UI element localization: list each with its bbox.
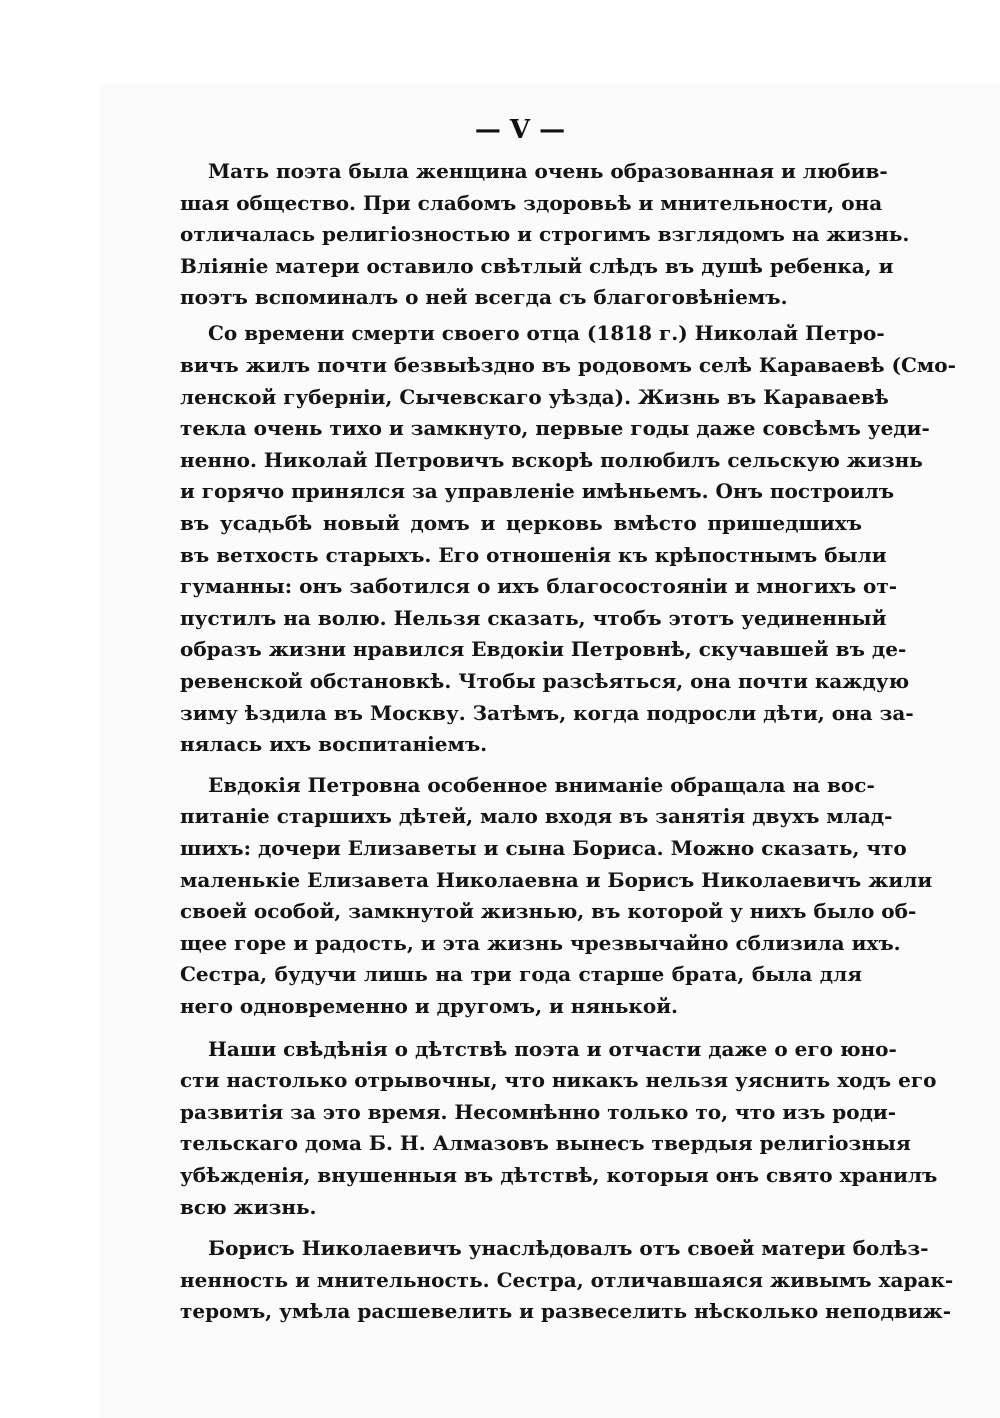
text-line: Наши свѣдѣнія о дѣтствѣ поэта и отчасти даже о его юно- bbox=[208, 1036, 897, 1061]
page-number: — V — bbox=[474, 115, 566, 145]
text-line: образъ жизни нравился Евдокіи Петровнѣ, скучавшей въ де- bbox=[180, 637, 907, 662]
text-line: него одновременно и другомъ, и нянькой. bbox=[180, 993, 679, 1018]
text-line: питаніе старшихъ дѣтей, мало входя въ занятія двухъ млад- bbox=[180, 804, 893, 829]
text-line: развитія за это время. Несомнѣнно только то, что изъ роди- bbox=[180, 1099, 897, 1124]
paragraph bbox=[180, 1034, 938, 1224]
text-line: зиму ѣздила въ Москву. Затѣмъ, когда подросли дѣти, она за- bbox=[180, 700, 914, 725]
text-line: маленькіе Елизавета Николаевна и Борисъ Николаевичъ жили bbox=[180, 867, 933, 892]
text-line: и горячо принялся за управленіе имѣньемъ. Онъ построилъ bbox=[180, 479, 895, 504]
text-line: Сестра, будучи лишь на три года старше брата, была для bbox=[180, 962, 862, 987]
paragraph bbox=[180, 318, 956, 760]
text-line: поэтъ вспоминалъ о ней всегда съ благоговѣніемъ. bbox=[180, 285, 788, 310]
text-line: теромъ, умѣла расшевелить и развеселить нѣсколько неподвиж- bbox=[180, 1299, 952, 1324]
text-line: сти настолько отрывочны, что никакъ нельзя уяснить ходъ его bbox=[180, 1068, 937, 1093]
text-line: Вліяніе матери оставило свѣтлый слѣдъ въ душѣ ребенка, и bbox=[180, 253, 894, 278]
text-line: Со времени смерти своего отца (1818 г.) Николай Петро- bbox=[208, 321, 885, 346]
paragraph bbox=[180, 770, 933, 1023]
text-line: шихъ: дочери Елизаветы и сына Бориса. Можно сказать, что bbox=[180, 835, 907, 860]
text-line: въ усадьбѣ новый домъ и церковь вмѣсто пришедшихъ bbox=[180, 511, 862, 536]
text-line: Мать поэта была женщина очень образованная и любив- bbox=[208, 159, 888, 183]
text-line: всю жизнь. bbox=[180, 1194, 317, 1219]
text-line: ненность и мнительность. Сестра, отличавшаяся живымъ харак- bbox=[180, 1267, 954, 1292]
body-text bbox=[180, 156, 956, 1328]
text-line: убѣжденія, внушенныя въ дѣтствѣ, которыя онъ свято хранилъ bbox=[180, 1162, 938, 1187]
text-line: ленской губерніи, Сычевскаго уѣзда). Жизнь въ Караваевѣ bbox=[180, 384, 889, 409]
text-line: текла очень тихо и замкнуто, первые годы даже совсѣмъ уеди- bbox=[180, 416, 930, 441]
text-line: нялась ихъ воспитаніемъ. bbox=[180, 732, 488, 757]
text-line: Евдокія Петровна особенное вниманіе обращала на вос- bbox=[208, 772, 875, 797]
text-line: въ ветхость старыхъ. Его отношенія къ крѣпостнымъ были bbox=[180, 542, 887, 567]
text-line: ревенской обстановкѣ. Чтобы разсѣяться, она почти каждую bbox=[180, 669, 910, 693]
text-line: ненно. Николай Петровичъ вскорѣ полюбилъ сельскую жизнь bbox=[180, 447, 923, 472]
text-line: щее горе и радость, и эта жизнь чрезвычайно сблизила ихъ. bbox=[180, 930, 901, 955]
text-line: Борисъ Николаевичъ унаслѣдовалъ отъ своей матери болѣз- bbox=[208, 1236, 929, 1261]
paragraph bbox=[180, 1233, 954, 1328]
text-line: тельскаго дома Б. Н. Алмазовъ вынесъ твердыя религіозныя bbox=[180, 1131, 911, 1156]
text-line: вичъ жилъ почти безвыѣздно въ родовомъ селѣ Караваевѣ (Смо- bbox=[180, 353, 956, 378]
text-line: пустилъ на волю. Нельзя сказать, чтобъ этотъ уединенный bbox=[180, 605, 887, 630]
paragraph bbox=[180, 156, 910, 314]
text-line: шая общество. При слабомъ здоровьѣ и мнительности, она bbox=[180, 190, 883, 215]
text-line: гуманны: онъ заботился о ихъ благосостояніи и многихъ от- bbox=[180, 574, 898, 599]
text-line: отличалась религіозностью и строгимъ взглядомъ на жизнь. bbox=[180, 222, 910, 247]
text-line: своей особой, замкнутой жизнью, въ которой у нихъ было об- bbox=[180, 899, 917, 924]
